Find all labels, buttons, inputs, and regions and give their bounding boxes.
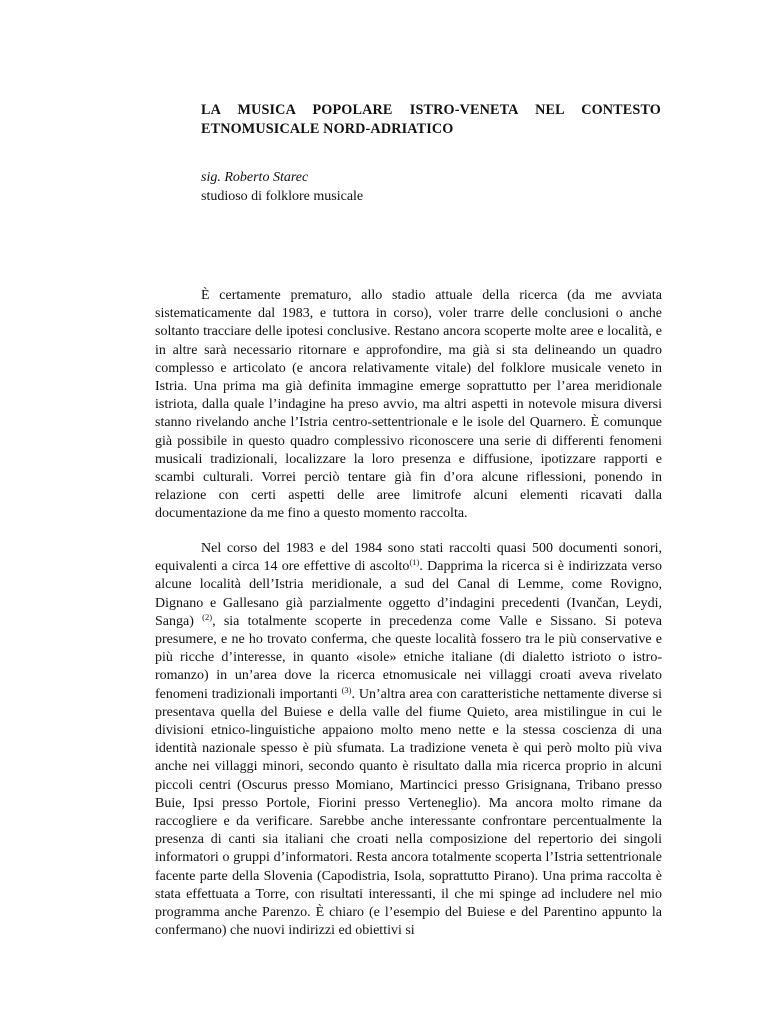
document-title: LA MUSICA POPOLARE ISTRO-VENETA NEL CONTESTO ETNOMUSICALE NORD-ADRIATICO: [201, 102, 661, 137]
footnote-ref-2[interactable]: (2): [202, 611, 213, 622]
author-affiliation: studioso di folklore musicale: [201, 189, 364, 204]
paragraph-2-text-2: . Dapprima la ricerca si è indirizzata verso alcune località dell’Istria meridionale, a sud del Canal di Lemme, come Rovigno, Dignano e Gallesano già parzialmente oggetto d’indagini precedenti (Ivančan, Leydi, Sanga): [155, 559, 662, 629]
footnote-ref-1[interactable]: (1): [409, 557, 420, 568]
author-name: sig. Roberto Starec: [201, 170, 309, 185]
paragraph-2-text-3: , sia totalmente scoperte in precedenza come Valle e Sissano. Si poteva presumere, e ne ho trovato conferma, che queste località fossero tra le più conservative e più ricche d’interesse, in quanto «isole» etniche italiane (di dialetto istrioto o istro-romanzo) in un’area dove la ricerca etnomusicale nei villaggi croati aveva rivelato fenomeni tradizionali importanti: [155, 613, 662, 702]
paragraph-2-text-1: Nel corso del 1983 e del 1984 sono stati raccolti quasi 500 documenti sonori, equivalenti a circa 14 ore effettive di ascolto: [155, 541, 662, 575]
paragraph-1: È certamente prematuro, allo stadio attuale della ricerca (da me avviata sistematicamente dal 1983, e tuttora in corso), voler trarre delle conclusioni o anche soltanto tracciare delle ipotesi conclusive. Restano ancora scoperte molte aree e località, e in altre sarà necessario ritornare e approfondire, ma già si sta delineando un quadro complesso e articolato (e ancora relativamente vitale) del folklore musicale veneto in Istria. Una prima ma già definita immagine emerge soprattutto per l’area meridionale istriota, dalla quale l’indagine ha preso avvio, ma altri aspetti in notevole misura diversi stanno rivelando anche l’Istria centro-settentrionale e le isole del Quarnero. È comunque già possibile in questo quadro complessivo riconoscere una serie di differenti fenomeni musicali tradizionali, localizzare la loro presenza e diffusione, ipotizzare rapporti e scambi culturali. Vorrei perciò tentare già fin d’ora alcune riflessioni, ponendo in relazione con certi aspetti delle aree limitrofe alcuni elementi ricavati dalla documentazione da me fino a questo momento raccolta.: [155, 288, 662, 522]
paragraph-2: [155, 540, 662, 940]
footnote-ref-3[interactable]: (3): [341, 684, 352, 695]
paragraph-2-text-4: . Un’altra area con caratteristiche nettamente diverse si presentava quella del Buiese e della valle del fiume Quieto, area mistilingue in cui le divisioni etnico-linguistiche appaiono molto meno nette e la stessa coscienza di una identità nazionale spesso è più sfumata. La tradizione veneta è qui però molto più viva anche nei villaggi minori, secondo quanto è risultato dalla mia ricerca proprio in alcuni piccoli centri (Oscurus presso Momiano, Martincici presso Grisignana, Tribano presso Buie, Ipsi presso Portole, Fiorini presso Verteneglio). Ma ancora molto rimane da raccogliere e da verificare. Sarebbe anche interessante confrontare percentualmente la presenza di canti sia italiani che croati nella composizione del repertorio dei singoli informatori o gruppi d’informatori. Resta ancora totalmente scoperta l’Istria settentrionale facente parte della Slovenia (Capodistria, Isola, soprattutto Pirano). Una prima raccolta è stata effettuata a Torre, con risultati interessanti, il che mi spinge ad includere nel mio programma anche Parenzo. È chiaro (e l’esempio del Buiese e del Parentino appunto la confermano) che nuovi indirizzi ed obiettivi si: [155, 686, 663, 939]
